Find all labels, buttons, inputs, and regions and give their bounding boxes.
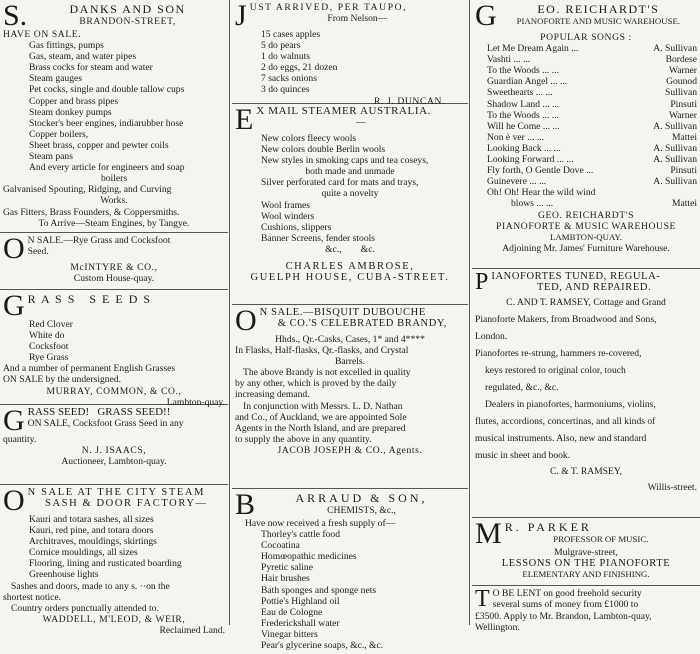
ad-text: £3500. Apply to Mr. Brandon, Lambton-quay,	[475, 611, 652, 622]
ad-parker	[472, 518, 700, 586]
ad-danks	[0, 0, 228, 233]
list-item: Sheet brass, copper and pewter coils	[29, 139, 169, 151]
ad-ambrose	[232, 104, 468, 305]
ad-ramsey-body	[475, 294, 697, 464]
ad-title: UST ARRIVED, PER TAUPO,	[249, 2, 408, 13]
list-item: Steam donkey pumps	[29, 106, 112, 118]
ad-text: ON SALE, Cocksfoot Grass Seed in any	[27, 418, 184, 430]
song-composer: Warner	[669, 109, 697, 121]
list-item: White do	[29, 330, 65, 342]
ad-ambrose-heading	[235, 103, 465, 136]
advertiser-name: McINTYRE & CO.,	[70, 262, 158, 273]
list-item: Brass cocks for steam and water	[29, 62, 153, 74]
list-item: Greenhouse lights	[29, 569, 99, 581]
ad-text: keys restored to original color, touch	[485, 365, 626, 376]
song-title: Guardian Angel ... ...	[487, 76, 568, 88]
song-title: Sweethearts ... ...	[487, 87, 553, 99]
list-item: New colors fleecy wools	[261, 133, 357, 144]
song-row	[487, 176, 697, 187]
song-title: Shadow Land ... ...	[487, 98, 560, 110]
ad-text: Seed.	[27, 246, 49, 258]
drop-cap: P	[475, 269, 489, 295]
songs-heading: POPULAR SONGS :	[540, 32, 632, 43]
song-title: Non è ver ... ...	[487, 131, 545, 143]
advertiser-address: Mulgrave-street,	[554, 547, 618, 558]
ad-text: Agents in the North Island, and are prepared	[235, 422, 406, 434]
ad-text: Galvanised Spouting, Ridging, and Curving	[3, 184, 172, 196]
list-item: Rye Grass	[29, 352, 69, 364]
advertiser-name: MURRAY, COMMON, & CO.,	[46, 385, 182, 397]
ad-sash-door-factory	[0, 485, 228, 639]
ad-isaacs-heading	[3, 404, 225, 437]
list-item: Steam gauges	[29, 73, 83, 85]
ad-text: Pianoforte Makers, from Broadwood and Sons,	[475, 314, 657, 325]
ad-danks-heading	[3, 0, 225, 32]
ad-ramsey-heading	[475, 271, 697, 294]
song-composer: A. Sullivan	[653, 176, 697, 188]
song-title: blows ... ...	[511, 198, 554, 210]
ad-text: Adjoining Mr. James' Furniture Warehouse.	[502, 242, 670, 254]
song-row	[487, 99, 697, 110]
list-item: Wool frames	[261, 199, 311, 211]
list-item: Stocker's beer engines, indiarubber hose	[29, 117, 184, 129]
song-row	[487, 132, 697, 143]
list-item: Steam pans	[29, 151, 73, 163]
ad-subheading: HAVE ON SALE.	[3, 29, 82, 40]
list-item: Bath sponges and sponge nets	[261, 584, 377, 596]
drop-cap: O	[3, 484, 25, 517]
ad-text: and Co., of Auckland, we are appointed Sole	[235, 411, 407, 423]
list-item: Gas, steam, and water pipes	[29, 51, 137, 63]
ad-text: From Nelson—	[327, 13, 388, 25]
advertiser-name: PIANOFORTE & MUSIC WAREHOUSE	[496, 220, 676, 232]
ad-text: London.	[475, 331, 508, 342]
ad-title: SASH & DOOR FACTORY—	[45, 498, 208, 510]
song-title: To the Woods ... ...	[487, 65, 559, 77]
advertiser-address: Lambton-quay.	[166, 396, 225, 408]
column-rule-2	[469, 0, 470, 625]
list-item: Architraves, mouldings, skirtings	[29, 536, 157, 548]
list-item: Gas fittings, pumps	[29, 40, 104, 52]
ad-duncan-heading	[235, 0, 465, 32]
list-item: Copper and brass pipes	[29, 95, 119, 107]
list-item: boilers	[100, 173, 128, 185]
ad-text: C. AND T. RAMSEY, Cottage and Grand	[506, 297, 666, 308]
drop-cap: E	[235, 103, 254, 136]
advertiser-name: JACOB JOSEPH & CO., Agents.	[277, 444, 423, 456]
ad-text: In conjunction with Messrs. L. D. Nathan	[243, 400, 403, 412]
ad-title: R. PARKER	[504, 520, 592, 534]
ad-text: Have now received a fresh supply of—	[245, 518, 396, 529]
ad-text: And a number of permanent English Grasses	[3, 363, 176, 375]
ad-title: R A S S S E E D S	[27, 292, 152, 306]
ad-subtitle: PIANOFORTE AND MUSIC WAREHOUSE.	[516, 16, 681, 26]
song-composer: Warner	[669, 65, 697, 77]
song-title: Fly forth, O Gentle Dove ...	[487, 165, 594, 177]
drop-cap: O	[3, 232, 25, 265]
song-row	[487, 54, 697, 65]
ad-text: ELEMENTARY AND FINISHING.	[522, 569, 650, 580]
column-1	[0, 0, 228, 636]
list-item: Hair brushes	[261, 573, 310, 585]
ad-sash-heading	[3, 484, 225, 517]
list-item: New colors double Berlin wools	[261, 144, 386, 156]
list-item: Cornice mouldings, all sizes	[29, 547, 138, 559]
ad-grass-heading	[3, 289, 225, 322]
ad-text: Country orders punctually attended to.	[11, 602, 159, 614]
list-item: Cocksfoot	[29, 341, 69, 353]
drop-cap: G	[475, 0, 497, 32]
ad-text: To Arrive—Steam Engines, by Tangye.	[38, 217, 190, 229]
ad-mcintyre	[0, 233, 228, 290]
ad-barraud-heading	[235, 488, 465, 521]
drop-cap: T	[475, 586, 490, 612]
song-composer: Mattei	[671, 198, 697, 210]
ad-ramsey	[472, 269, 700, 518]
song-row	[487, 143, 697, 154]
list-item: 15 cases apples	[261, 29, 321, 40]
list-item: Pottie's Highland oil	[261, 595, 340, 607]
advertiser-address: GUELPH HOUSE, CUBA-STREET.	[250, 272, 450, 284]
song-composer: A. Sullivan	[653, 142, 697, 154]
ad-title: EO. REICHARDT'S	[537, 2, 660, 16]
song-composer: A. Sullivan	[653, 43, 697, 55]
song-title: Let Me Dream Again ...	[487, 43, 579, 55]
ad-duncan	[232, 0, 468, 107]
ad-grass-seeds	[0, 289, 228, 408]
list-item: Cocoatina	[261, 540, 300, 552]
song-title: Guinevere ... ...	[487, 176, 547, 188]
column-2	[232, 0, 468, 652]
song-row	[487, 165, 697, 176]
ad-text: increasing demand.	[235, 389, 310, 401]
ad-subtitle: CHEMISTS, &c.,	[327, 505, 396, 516]
ad-isaacs	[0, 405, 228, 485]
ad-reichardt-heading	[475, 0, 697, 32]
ad-title: TED, AND REPAIRED.	[537, 282, 652, 294]
ad-mcintyre-heading	[3, 232, 225, 265]
drop-cap: G	[3, 289, 25, 322]
list-item: Vinegar bitters	[261, 628, 318, 640]
list-item: And every article for engineers and soap	[29, 162, 185, 174]
list-item: Thorley's cattle food	[261, 529, 340, 541]
list-item: both made and unmade	[305, 166, 395, 178]
song-row	[487, 43, 697, 54]
ad-text: Gas Fitters, Brass Founders, & Coppersmiths.	[3, 206, 180, 218]
ad-text: Dealers in pianofortes, harmoniums, violins,	[485, 399, 656, 410]
song-title: To the Woods ... ...	[487, 109, 559, 121]
ad-text: In Flasks, Half-flasks, Qr.-flasks, and Crystal	[235, 345, 409, 357]
song-row	[487, 198, 697, 209]
ad-text: N SALE.—Rye Grass and Cocksfoot	[27, 235, 171, 246]
ad-reichardt	[472, 0, 700, 269]
song-composer: Gounod	[666, 76, 697, 88]
ad-address: BRANDON-STREET,	[79, 16, 176, 27]
song-composer: Pinsuti	[670, 165, 697, 177]
advertiser-address: LAMBTON-QUAY.	[550, 231, 622, 242]
song-composer: Mattei	[671, 131, 697, 143]
drop-cap: O	[235, 304, 257, 337]
advertiser-address: Custom House-quay.	[73, 273, 155, 285]
song-title: Looking Forward ... ...	[487, 154, 574, 166]
ad-text: Sashes and doors, made to any s. ··on the	[11, 580, 170, 592]
list-item: Eau de Cologne	[261, 606, 323, 618]
song-row	[487, 121, 697, 132]
advertiser-address: Auctioneer, Lambton-quay.	[61, 456, 167, 468]
ad-title: & CO.'S CELEBRATED BRANDY,	[277, 318, 447, 330]
advertiser-name: GEO. REICHARDT'S	[537, 209, 635, 221]
list-item: 2 do eggs, 21 dozen	[261, 62, 338, 74]
list-item: Kauri, red pine, and totara doors	[29, 525, 154, 537]
ad-text: by any other, which is proved by the daily	[235, 378, 397, 390]
song-composer: Pinsuti	[670, 98, 697, 110]
drop-cap: S.	[3, 0, 28, 32]
ad-jacob-joseph	[232, 305, 468, 489]
song-composer: Sullivan	[665, 87, 697, 99]
ad-title: X MAIL STEAMER AUSTRALIA.	[256, 105, 432, 117]
ad-text: regulated, &c., &c.	[485, 382, 559, 393]
list-item: Silver perforated card for mats and trays,	[261, 177, 419, 189]
ad-title: N SALE AT THE CITY STEAM	[27, 487, 206, 498]
ad-text: Works.	[100, 195, 128, 207]
list-item: 5 do pears	[261, 40, 301, 52]
drop-cap: J	[235, 0, 247, 32]
list-item: Homœopathic medicines	[261, 551, 357, 563]
ad-text: &c., &c.	[325, 243, 375, 255]
ad-text: Barrels.	[334, 356, 366, 368]
list-item: Red Clover	[29, 319, 73, 330]
ad-text: Pianofortes re-strung, hammers re-covered,	[475, 348, 642, 359]
song-title: Oh! Oh! Hear the wild wind	[487, 187, 596, 199]
ad-text: LESSONS ON THE PIANOFORTE	[501, 558, 671, 570]
list-item: 3 do quinces	[261, 84, 310, 96]
column-rule-1	[229, 0, 230, 625]
ad-text: The above Brandy is not excelled in quality	[243, 367, 411, 379]
ad-subtitle: PROFESSOR OF MUSIC.	[553, 534, 649, 544]
ad-brandon-loan	[472, 586, 700, 636]
song-row	[487, 65, 697, 76]
list-item: Flooring, lining and rusticated boarding	[29, 558, 182, 570]
ad-text: flutes, accordions, concertinas, and all kinds of	[475, 416, 656, 427]
list-item: Pyretic saline	[261, 562, 313, 574]
song-composer: Bordese	[665, 54, 697, 66]
song-row	[487, 87, 697, 98]
list-item: Kauri and totara sashes, all sizes	[29, 514, 154, 525]
ad-barraud	[232, 489, 468, 654]
advertiser-name: CHARLES AMBROSE,	[285, 261, 415, 273]
list-item: New styles in smoking caps and tea coseys,	[261, 155, 429, 167]
ad-divider: —	[355, 117, 366, 129]
list-item: Pear's glycerine soaps, &c., &c.	[261, 640, 384, 652]
advertiser-name: WADDELL, M'LEOD, & WEIR,	[42, 613, 186, 625]
song-composer: A. Sullivan	[653, 120, 697, 132]
song-row	[487, 154, 697, 165]
ad-title: RASS SEED! GRASS SEED!!	[27, 406, 171, 418]
song-title: Will he Come ... ...	[487, 120, 560, 132]
song-title: Looking Back ... ...	[487, 142, 561, 154]
list-item: Copper boilers,	[29, 128, 89, 140]
list-item: Wool winders	[261, 210, 315, 222]
ad-text: musical instruments. Also, new and standard	[475, 433, 647, 444]
list-item: Pet cocks, single and double tallow cups	[29, 84, 185, 96]
song-composer: A. Sullivan	[653, 154, 697, 166]
ad-text: Wellington.	[475, 622, 520, 634]
column-3	[472, 0, 700, 634]
ad-joseph-heading	[235, 304, 465, 337]
ad-text: quantity.	[3, 434, 37, 445]
advertiser-name: R. J. DUNCAN.	[374, 95, 445, 107]
ad-text: several sums of money from £1000 to	[492, 599, 639, 611]
advertiser-address: Reclaimed Land.	[159, 624, 225, 636]
ad-title: N SALE.—BISQUIT DUBOUCHE	[259, 307, 426, 318]
list-item: Banner Screens, fender stools	[261, 232, 376, 244]
song-title: Vashti ... ...	[487, 54, 531, 66]
song-row	[487, 110, 697, 121]
list-item: Frederickshall water	[261, 617, 340, 629]
ad-title: IANOFORTES TUNED, REGULA-	[491, 271, 661, 282]
list-item: quite a novelty	[321, 188, 379, 200]
ad-text: ON SALE by the undersigned.	[3, 374, 122, 386]
drop-cap: G	[3, 404, 25, 437]
ad-text: O BE LENT on good freehold security	[492, 588, 642, 599]
advertiser-address: Willis-street.	[647, 482, 697, 493]
ad-text: Hhds., Qr.-Casks, Cases, 1* and 4****	[275, 334, 425, 345]
songs-list	[475, 43, 697, 209]
list-item: Cushions, slippers	[261, 221, 332, 233]
advertiser-name: C. & T. RAMSEY,	[550, 466, 622, 477]
ad-text: music in sheet and book.	[475, 450, 571, 461]
advertiser-name: N. J. ISAACS,	[81, 445, 147, 457]
song-row	[487, 76, 697, 87]
drop-cap: M	[475, 517, 502, 550]
list-item: 1 do walnuts	[261, 51, 311, 63]
drop-cap: B	[235, 488, 256, 521]
ad-title: ARRAUD & SON,	[295, 491, 428, 505]
ad-parker-heading	[475, 517, 697, 550]
ad-text: to supply the above in any quantity.	[235, 433, 372, 445]
ad-title: DANKS AND SON	[69, 2, 186, 16]
ad-brandon-heading	[475, 588, 697, 611]
ad-text: shortest notice.	[3, 591, 62, 603]
list-item: 7 sacks onions	[261, 73, 317, 85]
